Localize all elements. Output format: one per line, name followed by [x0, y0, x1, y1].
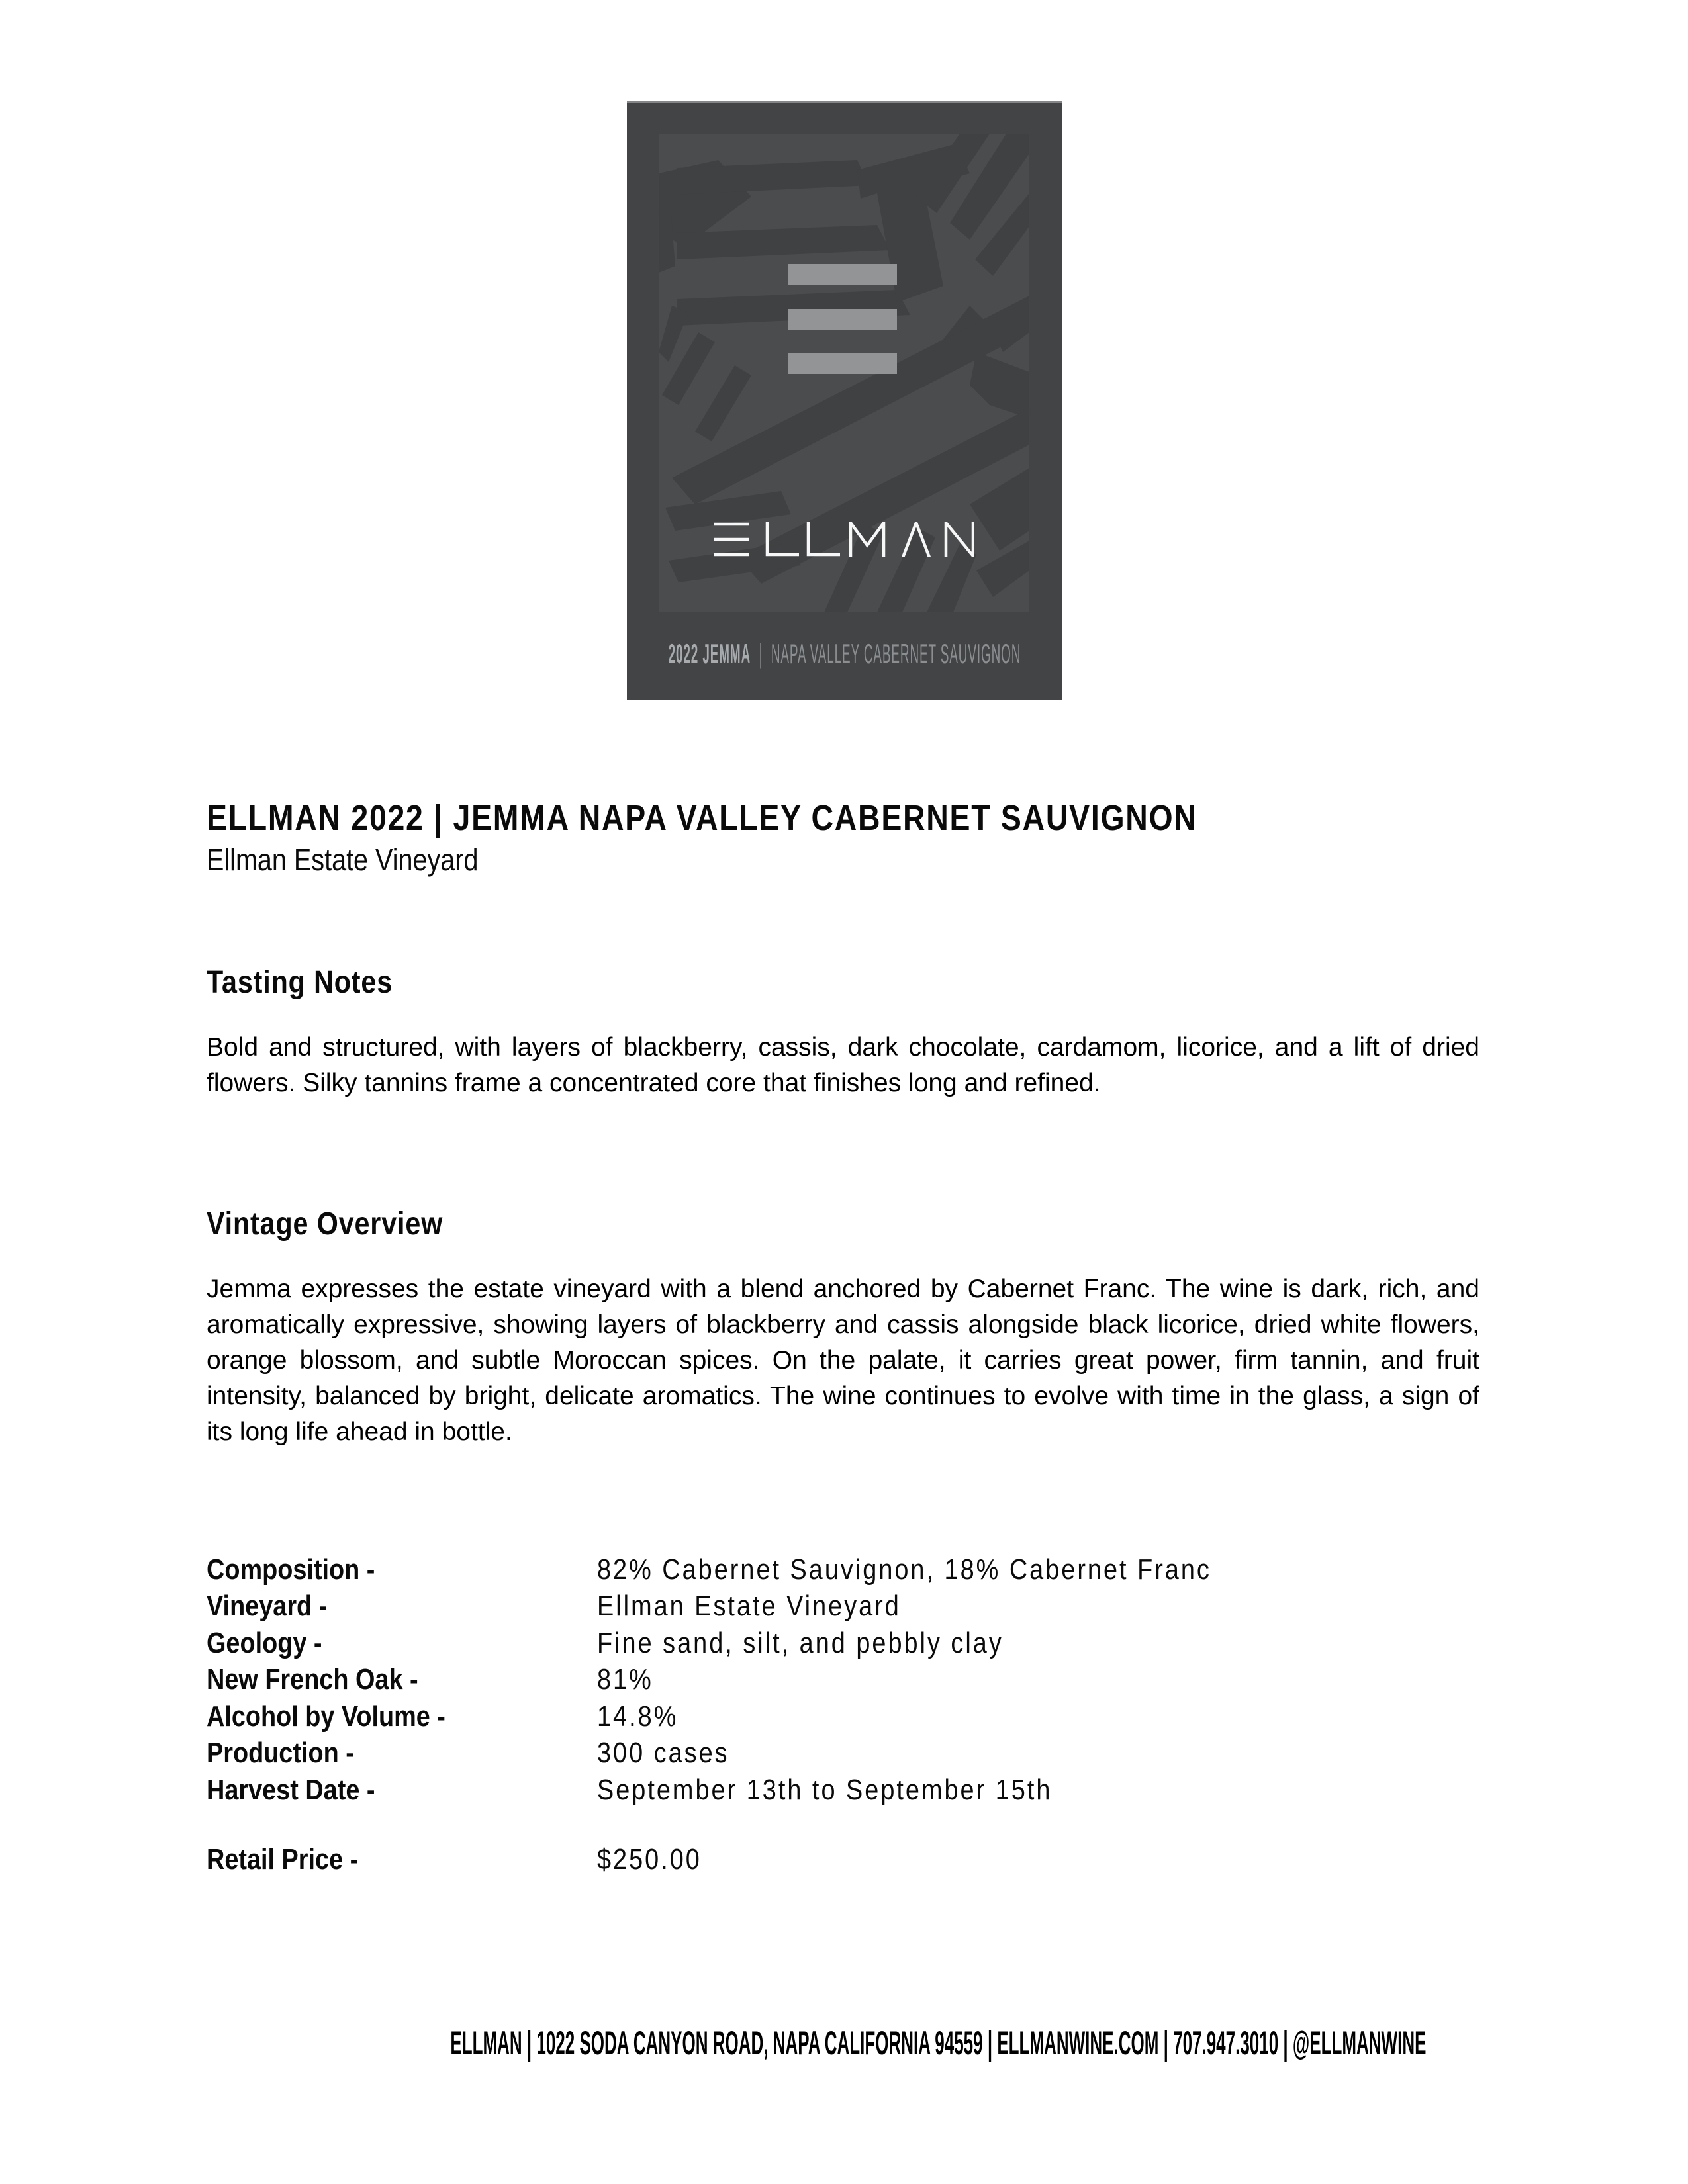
spec-table [207, 1551, 1479, 1809]
ellman-wordmark-logo [714, 522, 974, 557]
vintage-overview-heading [207, 1206, 1479, 1242]
spec-row-alcohol-by-volume [207, 1698, 1479, 1735]
spec-value: $250.00 [597, 1843, 702, 1876]
spec-row-vineyard [207, 1588, 1479, 1625]
spec-value: 300 cases [597, 1737, 729, 1770]
page-title-text: ELLMAN 2022 | JEMMA NAPA VALLEY CABERNET SAUVIGNON [207, 798, 1197, 838]
tasting-notes-heading-text: Tasting Notes [207, 965, 393, 1000]
ellman-three-bars-logo [788, 264, 897, 374]
spec-row-composition [207, 1551, 1479, 1588]
spec-row-geology [207, 1625, 1479, 1662]
spec-label: Vineyard - [207, 1590, 328, 1623]
label-caption-region: NAPA VALLEY CABERNET SAUVIGNON [771, 638, 1021, 669]
tasting-notes-heading [207, 965, 1479, 1001]
vintage-overview-heading-text: Vintage Overview [207, 1206, 444, 1242]
label-caption [627, 634, 1062, 674]
label-caption-divider: | [759, 638, 763, 669]
spec-label: Harvest Date - [207, 1773, 375, 1806]
spec-row-harvest-date [207, 1772, 1479, 1809]
tasting-notes-body: Bold and structured, with layers of blackberry, cassis, dark chocolate, cardamom, licorice, and a lift of dried flowers. Silky tannins frame a concentrated core that finishes long and refined. [207, 1033, 1479, 1097]
spec-value: September 13th to September 15th [597, 1773, 1053, 1806]
page-title [207, 798, 1358, 838]
spec-value: Fine sand, silt, and pebbly clay [597, 1626, 1004, 1659]
page-subtitle [207, 842, 1358, 878]
spec-row-production [207, 1735, 1479, 1772]
page-subtitle-text: Ellman Estate Vineyard [207, 842, 479, 877]
spec-row-retail-price [207, 1841, 1479, 1878]
section-vintage-overview [207, 1206, 1479, 1450]
footer-contact-line [0, 2024, 1688, 2062]
label-caption-vintage: 2022 JEMMA [668, 638, 751, 669]
spec-label: Alcohol by Volume - [207, 1700, 445, 1733]
spec-value: Ellman Estate Vineyard [597, 1590, 901, 1623]
wine-label-image [627, 101, 1062, 700]
spec-label: Retail Price - [207, 1843, 359, 1876]
footer-contact-text: ELLMAN | 1022 SODA CANYON ROAD, NAPA CALIFORNIA 94559 | ELLMANWINE.COM | 707.947.3010 | @ELLMANWINE [450, 2025, 1427, 2062]
spec-value: 14.8% [597, 1700, 679, 1733]
spec-label: New French Oak - [207, 1663, 418, 1696]
spec-label: Production - [207, 1737, 354, 1770]
spec-label: Composition - [207, 1553, 375, 1586]
title-block [207, 798, 1358, 878]
vintage-overview-body: Jemma expresses the estate vineyard with a blend anchored by Cabernet Franc. The wine is dark, rich, and aromatically expressive, showing layers of blackberry and cassis alongside black licorice, dried white flowers, orange blossom, and subtle Moroccan spices. On the palate, it carries great power, firm tannin, and fruit intensity, balanced by bright, delicate aromatics. The wine continues to evolve with time in the glass, a sign of its long life ahead in bottle. [207, 1275, 1479, 1446]
spec-label: Geology - [207, 1626, 322, 1659]
section-tasting-notes [207, 965, 1479, 1101]
spec-value: 81% [597, 1663, 653, 1696]
spec-row-new-french-oak [207, 1662, 1479, 1699]
spec-value: 82% Cabernet Sauvignon, 18% Cabernet Franc [597, 1553, 1211, 1586]
